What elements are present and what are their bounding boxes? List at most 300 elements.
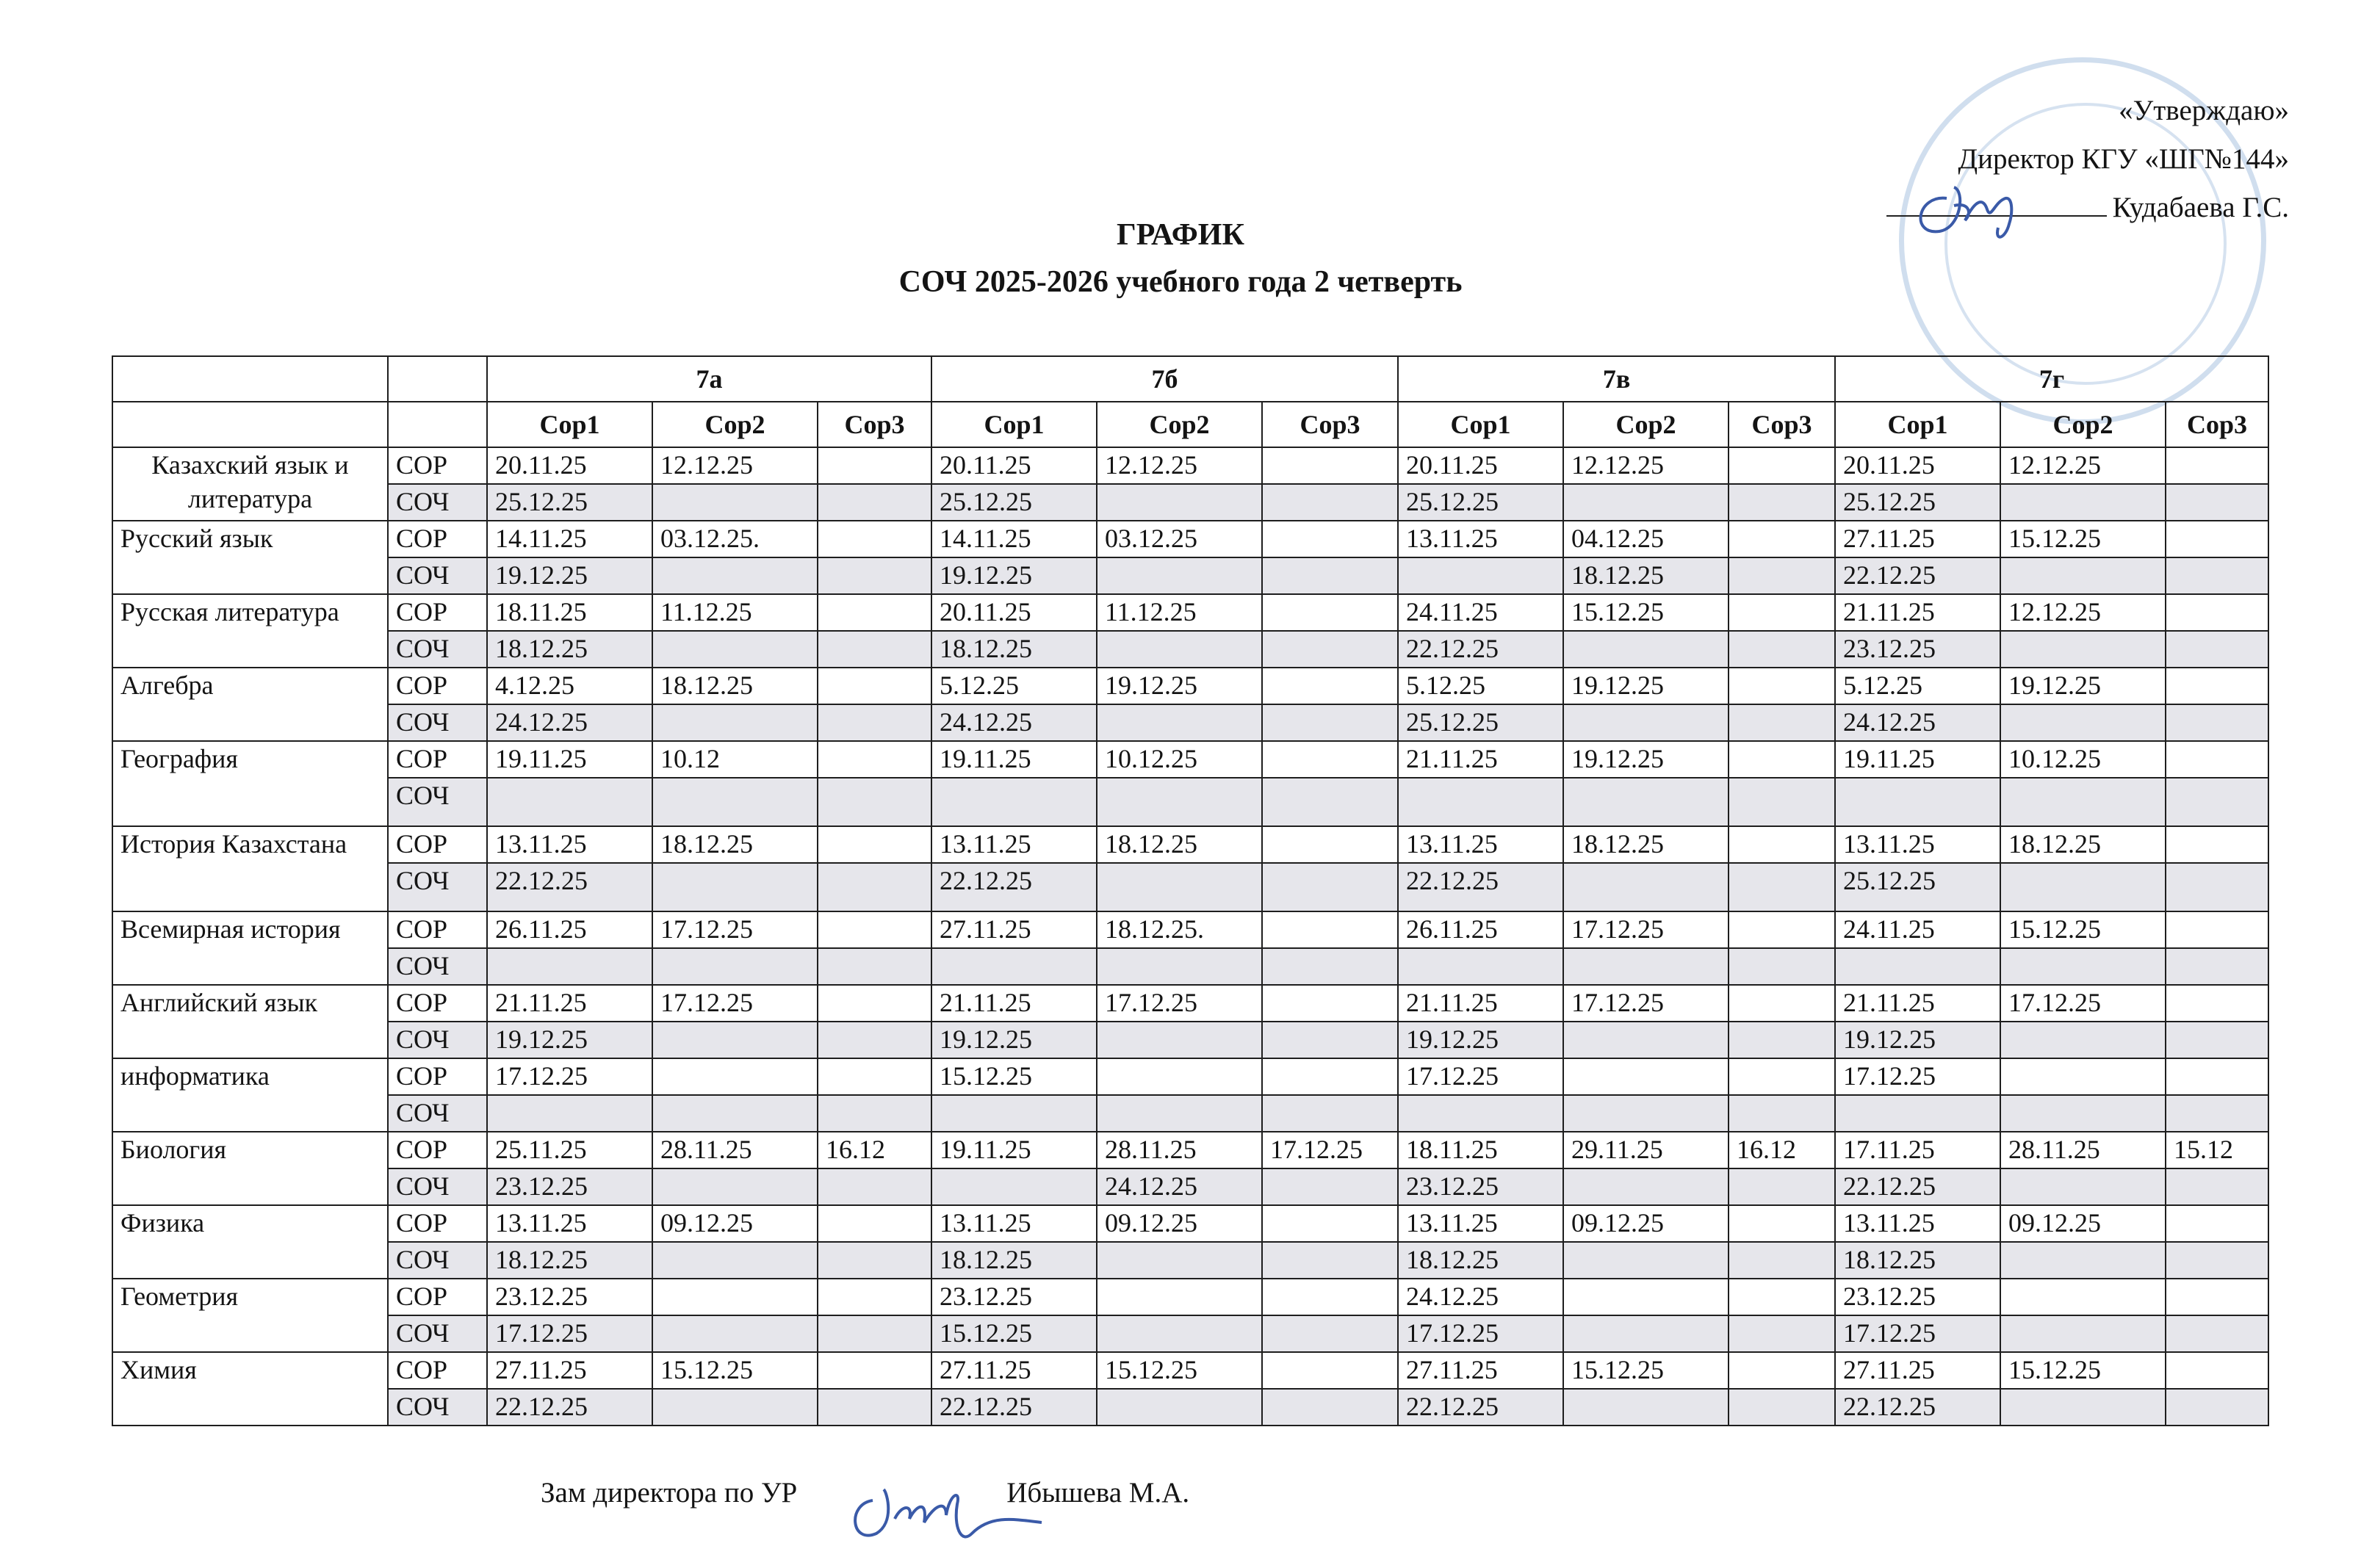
date-cell: 17.12.25 [1835, 1058, 2000, 1095]
sor-header: Cор1 [1398, 402, 1563, 447]
date-cell [1097, 1022, 1262, 1058]
date-cell: 13.11.25 [487, 1205, 652, 1242]
date-cell: 17.11.25 [1835, 1132, 2000, 1168]
date-cell: 22.12.25 [487, 863, 652, 911]
date-cell [2166, 484, 2268, 521]
date-cell [652, 1095, 818, 1132]
date-cell: 27.11.25 [487, 1352, 652, 1389]
date-cell [2166, 447, 2268, 484]
date-cell [1835, 948, 2000, 985]
date-cell [1563, 1095, 1729, 1132]
date-cell: 20.11.25 [1398, 447, 1563, 484]
date-cell [818, 985, 931, 1022]
date-cell: 15.12.25 [1097, 1352, 1262, 1389]
row-kind-sor: СОР [388, 1279, 487, 1315]
date-cell [1262, 631, 1398, 668]
date-cell [1729, 594, 1835, 631]
date-cell: 13.11.25 [931, 1205, 1097, 1242]
date-cell: 18.11.25 [487, 594, 652, 631]
date-cell: 12.12.25 [2000, 447, 2166, 484]
date-cell: 03.12.25. [652, 521, 818, 557]
date-cell [1729, 1242, 1835, 1279]
date-cell: 25.12.25 [1835, 484, 2000, 521]
date-cell [652, 948, 818, 985]
date-cell: 18.12.25 [652, 826, 818, 863]
date-cell: 25.12.25 [487, 484, 652, 521]
date-cell: 27.11.25 [931, 1352, 1097, 1389]
table-row-sor [112, 1058, 2268, 1095]
date-cell: 09.12.25 [1563, 1205, 1729, 1242]
date-cell [1729, 863, 1835, 911]
date-cell [818, 1095, 931, 1132]
date-cell [2166, 1168, 2268, 1205]
date-cell [1097, 631, 1262, 668]
date-cell [2166, 704, 2268, 741]
row-kind-sor: СОР [388, 741, 487, 778]
date-cell: 10.12.25 [2000, 741, 2166, 778]
date-cell [2000, 1315, 2166, 1352]
date-cell: 22.12.25 [1398, 863, 1563, 911]
date-cell [818, 1352, 931, 1389]
date-cell: 19.11.25 [931, 741, 1097, 778]
date-cell [1097, 1095, 1262, 1132]
date-cell [2166, 521, 2268, 557]
date-cell [1262, 911, 1398, 948]
date-cell [1097, 1242, 1262, 1279]
row-kind-sor: СОР [388, 1205, 487, 1242]
date-cell: 09.12.25 [652, 1205, 818, 1242]
date-cell [2166, 1095, 2268, 1132]
date-cell: 15.12.25 [2000, 521, 2166, 557]
date-cell: 21.11.25 [487, 985, 652, 1022]
table-row-soch [112, 948, 2268, 985]
table-row-sor [112, 741, 2268, 778]
date-cell [1563, 484, 1729, 521]
date-cell: 17.12.25 [1563, 985, 1729, 1022]
table-row-sor [112, 826, 2268, 863]
date-cell [1563, 631, 1729, 668]
header-blank [388, 402, 487, 447]
date-cell [1262, 704, 1398, 741]
header-row-sor [112, 402, 2268, 447]
table-row-soch [112, 863, 2268, 911]
date-cell [931, 1095, 1097, 1132]
date-cell [1729, 1058, 1835, 1095]
table-row-soch [112, 1095, 2268, 1132]
date-cell [2000, 631, 2166, 668]
date-cell: 13.11.25 [1398, 521, 1563, 557]
table-row-soch [112, 484, 2268, 521]
date-cell [1729, 521, 1835, 557]
date-cell [2166, 985, 2268, 1022]
date-cell: 19.12.25 [1835, 1022, 2000, 1058]
table-row-soch [112, 1315, 2268, 1352]
sor-header: Cор1 [1835, 402, 2000, 447]
date-cell: 11.12.25 [652, 594, 818, 631]
date-cell [2000, 1022, 2166, 1058]
date-cell: 10.12.25 [1097, 741, 1262, 778]
date-cell: 17.12.25 [1563, 911, 1729, 948]
date-cell: 26.11.25 [1398, 911, 1563, 948]
date-cell [2000, 863, 2166, 911]
date-cell [818, 1315, 931, 1352]
header-blank [112, 402, 388, 447]
date-cell [1729, 911, 1835, 948]
date-cell [1262, 521, 1398, 557]
date-cell [818, 826, 931, 863]
subject-name: Русская литература [112, 594, 388, 668]
date-cell [1262, 447, 1398, 484]
date-cell: 25.12.25 [1835, 863, 2000, 911]
date-cell: 24.12.25 [1835, 704, 2000, 741]
date-cell [818, 863, 931, 911]
date-cell [1097, 1058, 1262, 1095]
date-cell [652, 1022, 818, 1058]
header-row-classes [112, 356, 2268, 402]
date-cell: 22.12.25 [931, 863, 1097, 911]
row-kind-sor: СОР [388, 521, 487, 557]
row-kind-soch: СОЧ [388, 1389, 487, 1426]
date-cell: 12.12.25 [652, 447, 818, 484]
date-cell: 14.11.25 [931, 521, 1097, 557]
date-cell [1729, 447, 1835, 484]
date-cell [652, 484, 818, 521]
date-cell [818, 594, 931, 631]
date-cell: 17.12.25 [1835, 1315, 2000, 1352]
date-cell [652, 1389, 818, 1426]
date-cell: 16.12 [1729, 1132, 1835, 1168]
date-cell: 21.11.25 [1398, 741, 1563, 778]
date-cell: 27.11.25 [1835, 521, 2000, 557]
date-cell: 27.11.25 [931, 911, 1097, 948]
date-cell: 19.12.25 [487, 1022, 652, 1058]
date-cell: 25.12.25 [1398, 484, 1563, 521]
date-cell [1729, 1389, 1835, 1426]
date-cell: 22.12.25 [931, 1389, 1097, 1426]
date-cell: 22.12.25 [1398, 631, 1563, 668]
date-cell [2166, 778, 2268, 826]
date-cell [818, 778, 931, 826]
date-cell: 18.12.25 [1835, 1242, 2000, 1279]
date-cell: 26.11.25 [487, 911, 652, 948]
row-kind-soch: СОЧ [388, 948, 487, 985]
date-cell: 28.11.25 [1097, 1132, 1262, 1168]
date-cell [1729, 1168, 1835, 1205]
table-row-soch [112, 557, 2268, 594]
date-cell [2166, 1242, 2268, 1279]
date-cell [1262, 948, 1398, 985]
sor-header: Cор3 [1729, 402, 1835, 447]
date-cell: 27.11.25 [1398, 1352, 1563, 1389]
sor-header: Cор3 [2166, 402, 2268, 447]
date-cell [1262, 1389, 1398, 1426]
table-row-soch [112, 778, 2268, 826]
date-cell [2000, 484, 2166, 521]
date-cell [1097, 1279, 1262, 1315]
date-cell [1563, 863, 1729, 911]
date-cell: 20.11.25 [931, 594, 1097, 631]
footer-role: Зам директора по УР [541, 1477, 798, 1509]
date-cell: 13.11.25 [1835, 1205, 2000, 1242]
date-cell [2000, 1279, 2166, 1315]
date-cell: 09.12.25 [2000, 1205, 2166, 1242]
date-cell [1262, 778, 1398, 826]
date-cell [1835, 778, 2000, 826]
document-subtitle: СОЧ 2025-2026 учебного года 2 четверть [898, 265, 1463, 299]
date-cell [487, 778, 652, 826]
date-cell: 22.12.25 [1835, 1168, 2000, 1205]
subject-name: Казахский язык и литература [112, 447, 388, 521]
row-kind-soch: СОЧ [388, 557, 487, 594]
row-kind-soch: СОЧ [388, 863, 487, 911]
date-cell [1262, 1352, 1398, 1389]
date-cell: 17.12.25 [1097, 985, 1262, 1022]
date-cell: 18.12.25 [487, 631, 652, 668]
date-cell [1835, 1095, 2000, 1132]
date-cell [818, 668, 931, 704]
table-row-soch [112, 1168, 2268, 1205]
date-cell: 5.12.25 [1398, 668, 1563, 704]
date-cell: 19.12.25 [2000, 668, 2166, 704]
date-cell: 12.12.25 [1563, 447, 1729, 484]
table-row-sor [112, 447, 2268, 484]
date-cell: 18.11.25 [1398, 1132, 1563, 1168]
date-cell: 13.11.25 [1398, 1205, 1563, 1242]
row-kind-sor: СОР [388, 985, 487, 1022]
date-cell: 18.12.25 [1563, 557, 1729, 594]
date-cell: 17.12.25 [652, 985, 818, 1022]
subject-name: География [112, 741, 388, 826]
table-row-sor [112, 1132, 2268, 1168]
date-cell [818, 1205, 931, 1242]
table-row-sor [112, 1205, 2268, 1242]
date-cell [2166, 1279, 2268, 1315]
date-cell [818, 1389, 931, 1426]
header-blank [112, 356, 388, 402]
subject-name: информатика [112, 1058, 388, 1132]
date-cell: 12.12.25 [1097, 447, 1262, 484]
date-cell [1097, 484, 1262, 521]
date-cell [2000, 704, 2166, 741]
date-cell: 04.12.25 [1563, 521, 1729, 557]
date-cell [1262, 484, 1398, 521]
date-cell: 17.12.25 [652, 911, 818, 948]
date-cell [1563, 1058, 1729, 1095]
date-cell [2166, 1058, 2268, 1095]
date-cell [1729, 704, 1835, 741]
date-cell [1563, 704, 1729, 741]
class-header: 7г [1835, 356, 2268, 402]
date-cell [487, 948, 652, 985]
date-cell [1262, 1205, 1398, 1242]
date-cell [1398, 1095, 1563, 1132]
date-cell [1262, 1315, 1398, 1352]
table-row-soch [112, 704, 2268, 741]
sor-header: Cор2 [652, 402, 818, 447]
date-cell [818, 1279, 931, 1315]
date-cell: 18.12.25 [487, 1242, 652, 1279]
date-cell [1398, 557, 1563, 594]
date-cell: 28.11.25 [652, 1132, 818, 1168]
date-cell: 23.12.25 [1398, 1168, 1563, 1205]
sor-header: Cор3 [818, 402, 931, 447]
table-row-sor [112, 521, 2268, 557]
date-cell [818, 1242, 931, 1279]
date-cell: 24.11.25 [1835, 911, 2000, 948]
date-cell [652, 1315, 818, 1352]
date-cell: 25.12.25 [1398, 704, 1563, 741]
date-cell [1729, 948, 1835, 985]
row-kind-soch: СОЧ [388, 631, 487, 668]
date-cell: 19.11.25 [931, 1132, 1097, 1168]
date-cell: 19.12.25 [1563, 741, 1729, 778]
class-header: 7в [1398, 356, 1835, 402]
date-cell: 15.12.25 [2000, 911, 2166, 948]
date-cell: 22.12.25 [1398, 1389, 1563, 1426]
date-cell: 15.12.25 [1563, 594, 1729, 631]
date-cell [1729, 631, 1835, 668]
subject-name: Биология [112, 1132, 388, 1205]
row-kind-soch: СОЧ [388, 484, 487, 521]
date-cell [652, 557, 818, 594]
approval-name: Кудабаева Г.С. [2112, 192, 2289, 223]
table-row-soch [112, 1389, 2268, 1426]
date-cell [1563, 778, 1729, 826]
date-cell [2000, 1095, 2166, 1132]
date-cell: 27.11.25 [1835, 1352, 2000, 1389]
row-kind-sor: СОР [388, 1058, 487, 1095]
date-cell: 24.12.25 [487, 704, 652, 741]
date-cell [1729, 1095, 1835, 1132]
subject-name: Химия [112, 1352, 388, 1426]
date-cell: 17.12.25 [1262, 1132, 1398, 1168]
row-kind-sor: СОР [388, 1352, 487, 1389]
date-cell [818, 911, 931, 948]
sor-header: Cор2 [2000, 402, 2166, 447]
approval-position: Директор КГУ «ШГ№144» [1958, 143, 2289, 175]
date-cell [1262, 1242, 1398, 1279]
date-cell [1097, 1389, 1262, 1426]
date-cell: 21.11.25 [1835, 985, 2000, 1022]
row-kind-sor: СОР [388, 1132, 487, 1168]
date-cell: 25.12.25 [931, 484, 1097, 521]
date-cell: 15.12.25 [931, 1315, 1097, 1352]
date-cell [2166, 826, 2268, 863]
sor-header: Cор2 [1563, 402, 1729, 447]
date-cell [2000, 948, 2166, 985]
row-kind-sor: СОР [388, 447, 487, 484]
table-row-soch [112, 631, 2268, 668]
date-cell [1398, 948, 1563, 985]
date-cell [1729, 1205, 1835, 1242]
date-cell [2166, 1352, 2268, 1389]
date-cell: 23.12.25 [1835, 1279, 2000, 1315]
date-cell: 18.12.25 [2000, 826, 2166, 863]
date-cell [652, 1279, 818, 1315]
date-cell [2166, 594, 2268, 631]
date-cell [1729, 668, 1835, 704]
date-cell: 18.12.25 [931, 1242, 1097, 1279]
date-cell: 5.12.25 [1835, 668, 2000, 704]
date-cell [1729, 985, 1835, 1022]
date-cell: 13.11.25 [931, 826, 1097, 863]
table-row-sor [112, 1352, 2268, 1389]
date-cell [1563, 948, 1729, 985]
deputy-signature [843, 1460, 1064, 1556]
date-cell: 21.11.25 [931, 985, 1097, 1022]
date-cell [1729, 1279, 1835, 1315]
date-cell: 19.12.25 [1563, 668, 1729, 704]
date-cell [818, 447, 931, 484]
date-cell: 18.12.25. [1097, 911, 1262, 948]
date-cell: 24.12.25 [1097, 1168, 1262, 1205]
date-cell [818, 1022, 931, 1058]
date-cell: 22.12.25 [1835, 557, 2000, 594]
date-cell: 23.12.25 [1835, 631, 2000, 668]
date-cell [2166, 948, 2268, 985]
date-cell [2000, 1389, 2166, 1426]
date-cell [2166, 631, 2268, 668]
date-cell: 15.12 [2166, 1132, 2268, 1168]
sor-header: Cор3 [1262, 402, 1398, 447]
subject-name: Всемирная история [112, 911, 388, 985]
table-row-soch [112, 1242, 2268, 1279]
date-cell [2166, 1389, 2268, 1426]
date-cell [1262, 594, 1398, 631]
date-cell [652, 1168, 818, 1205]
subject-name: История Казахстана [112, 826, 388, 911]
date-cell [652, 631, 818, 668]
date-cell [1729, 778, 1835, 826]
date-cell [1097, 704, 1262, 741]
date-cell [1563, 1022, 1729, 1058]
date-cell [1729, 1352, 1835, 1389]
date-cell: 19.12.25 [931, 1022, 1097, 1058]
date-cell: 19.12.25 [1398, 1022, 1563, 1058]
date-cell [1097, 1315, 1262, 1352]
date-cell: 22.12.25 [1835, 1389, 2000, 1426]
date-cell [931, 778, 1097, 826]
row-kind-soch: СОЧ [388, 1315, 487, 1352]
date-cell: 15.12.25 [2000, 1352, 2166, 1389]
date-cell: 19.11.25 [1835, 741, 2000, 778]
date-cell: 25.11.25 [487, 1132, 652, 1168]
date-cell [1563, 1242, 1729, 1279]
row-kind-sor: СОР [388, 668, 487, 704]
date-cell: 17.12.25 [2000, 985, 2166, 1022]
date-cell [1262, 557, 1398, 594]
date-cell [652, 1242, 818, 1279]
date-cell: 17.12.25 [487, 1058, 652, 1095]
date-cell: 14.11.25 [487, 521, 652, 557]
date-cell [818, 704, 931, 741]
subject-name: Английский язык [112, 985, 388, 1058]
date-cell [1262, 863, 1398, 911]
date-cell [1262, 826, 1398, 863]
sor-header: Cор2 [1097, 402, 1262, 447]
date-cell [2000, 1242, 2166, 1279]
row-kind-soch: СОЧ [388, 1168, 487, 1205]
date-cell [1563, 1168, 1729, 1205]
row-kind-soch: СОЧ [388, 1095, 487, 1132]
sor-header: Cор1 [931, 402, 1097, 447]
subject-name: Физика [112, 1205, 388, 1279]
date-cell: 13.11.25 [1835, 826, 2000, 863]
date-cell [1262, 1168, 1398, 1205]
date-cell: 24.11.25 [1398, 594, 1563, 631]
date-cell [1262, 1279, 1398, 1315]
date-cell: 16.12 [818, 1132, 931, 1168]
